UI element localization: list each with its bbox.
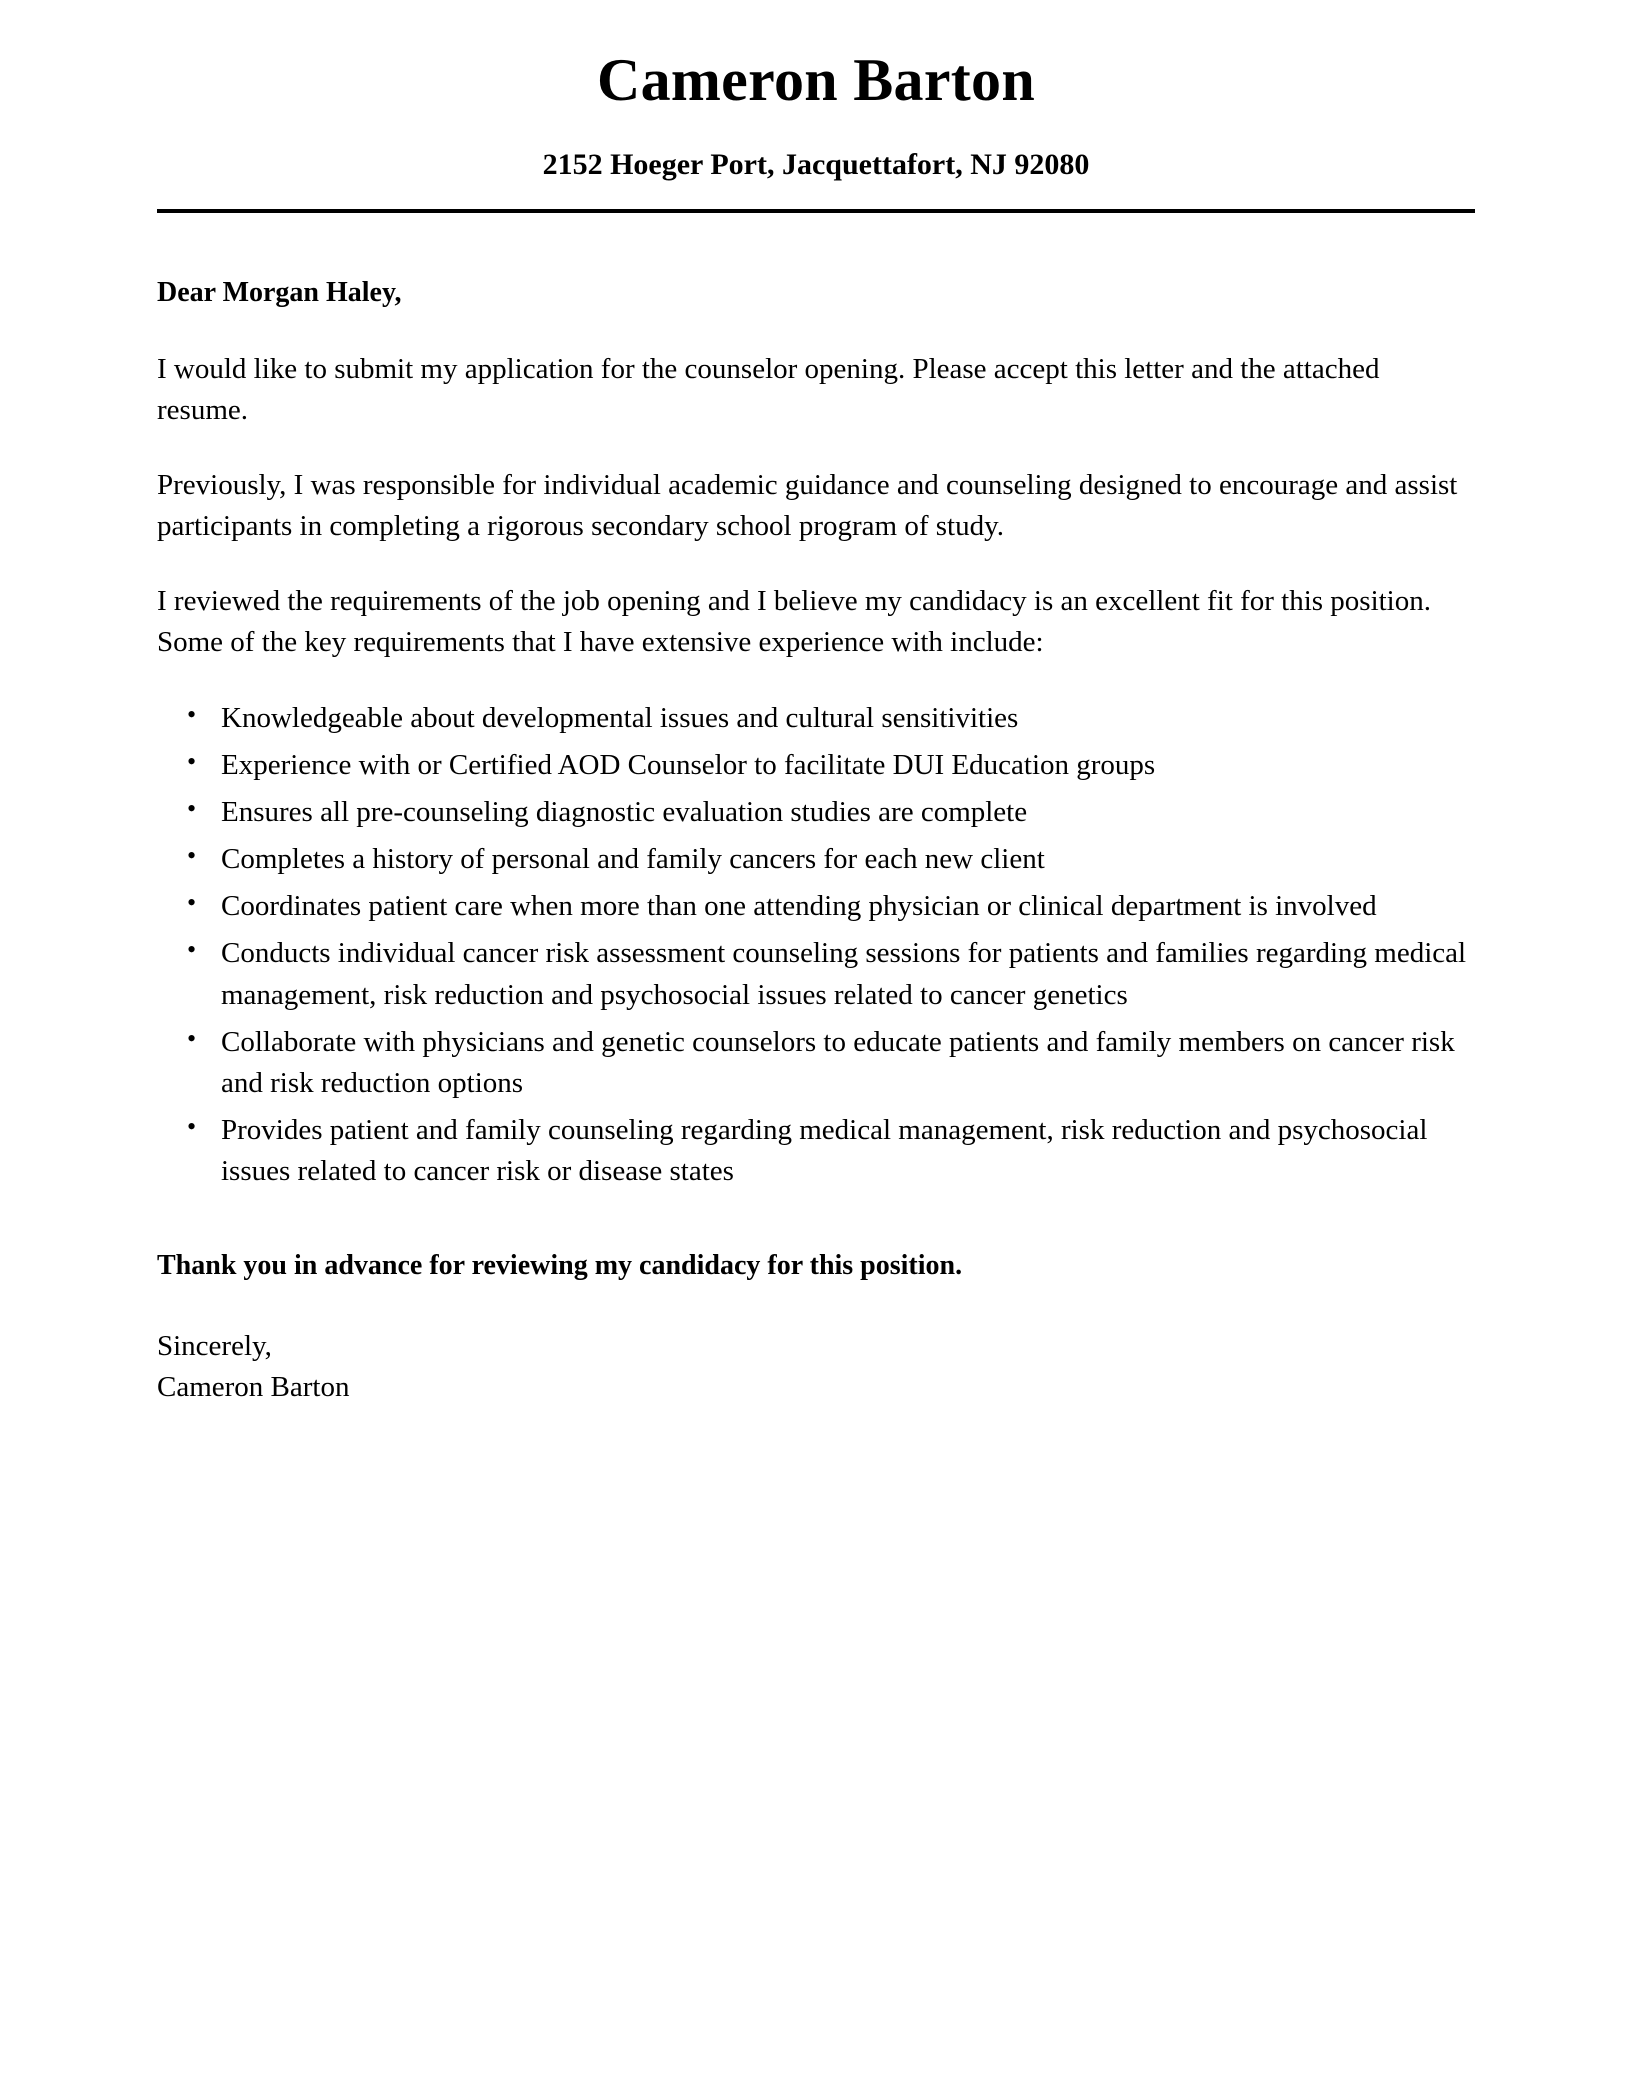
candidate-address: 2152 Hoeger Port, Jacquettafort, NJ 92080 — [542, 147, 1090, 181]
signature-name: Cameron Barton — [157, 1371, 350, 1404]
body-paragraph-intro: I would like to submit my application for the counselor opening. Please accept this letter and the attached resume. — [157, 352, 1380, 426]
body-paragraph-requirements-intro: I reviewed the requirements of the job opening and I believe my candidacy is an excellent fit for this position. Some of the key requirements that I have extensive experience with include: — [157, 585, 1431, 659]
body-paragraph-experience: Previously, I was responsible for individual academic guidance and counseling designed to encourage and assist participants in completing a rigorous secondary school program of study. — [157, 468, 1458, 543]
salutation: Dear Morgan Haley, — [157, 276, 402, 308]
list-item: • Conducts individual cancer risk assessment counseling sessions for patients and families regarding medical management, risk reduction and psychosocial issues related to cancer genetics — [221, 933, 1475, 1015]
letter-body — [157, 221, 1475, 1409]
list-item: • Completes a history of personal and family cancers for each new client — [221, 839, 1475, 880]
list-item: • Knowledgeable about developmental issues and cultural sensitivities — [221, 698, 1475, 739]
candidate-name: Cameron Barton — [596, 47, 1036, 113]
letterhead — [157, 0, 1475, 213]
list-item: • Experience with or Certified AOD Counselor to facilitate DUI Education groups — [221, 745, 1475, 786]
list-item: • Collaborate with physicians and genetic counselors to educate patients and family members on cancer risk and risk reduction options — [221, 1022, 1475, 1104]
closing-thanks: Thank you in advance for reviewing my candidacy for this position. — [157, 1250, 963, 1282]
signoff-salutation: Sincerely, — [157, 1330, 272, 1363]
header-divider — [157, 209, 1475, 213]
signature-block — [157, 1326, 1475, 1408]
requirements-list — [157, 698, 1475, 1193]
list-item: • Coordinates patient care when more than one attending physician or clinical department is involved — [221, 886, 1475, 927]
list-item: • Provides patient and family counseling regarding medical management, risk reduction and psychosocial issues related to cancer risk or disease states — [221, 1110, 1475, 1192]
list-item: • Ensures all pre-counseling diagnostic evaluation studies are complete — [221, 792, 1475, 833]
